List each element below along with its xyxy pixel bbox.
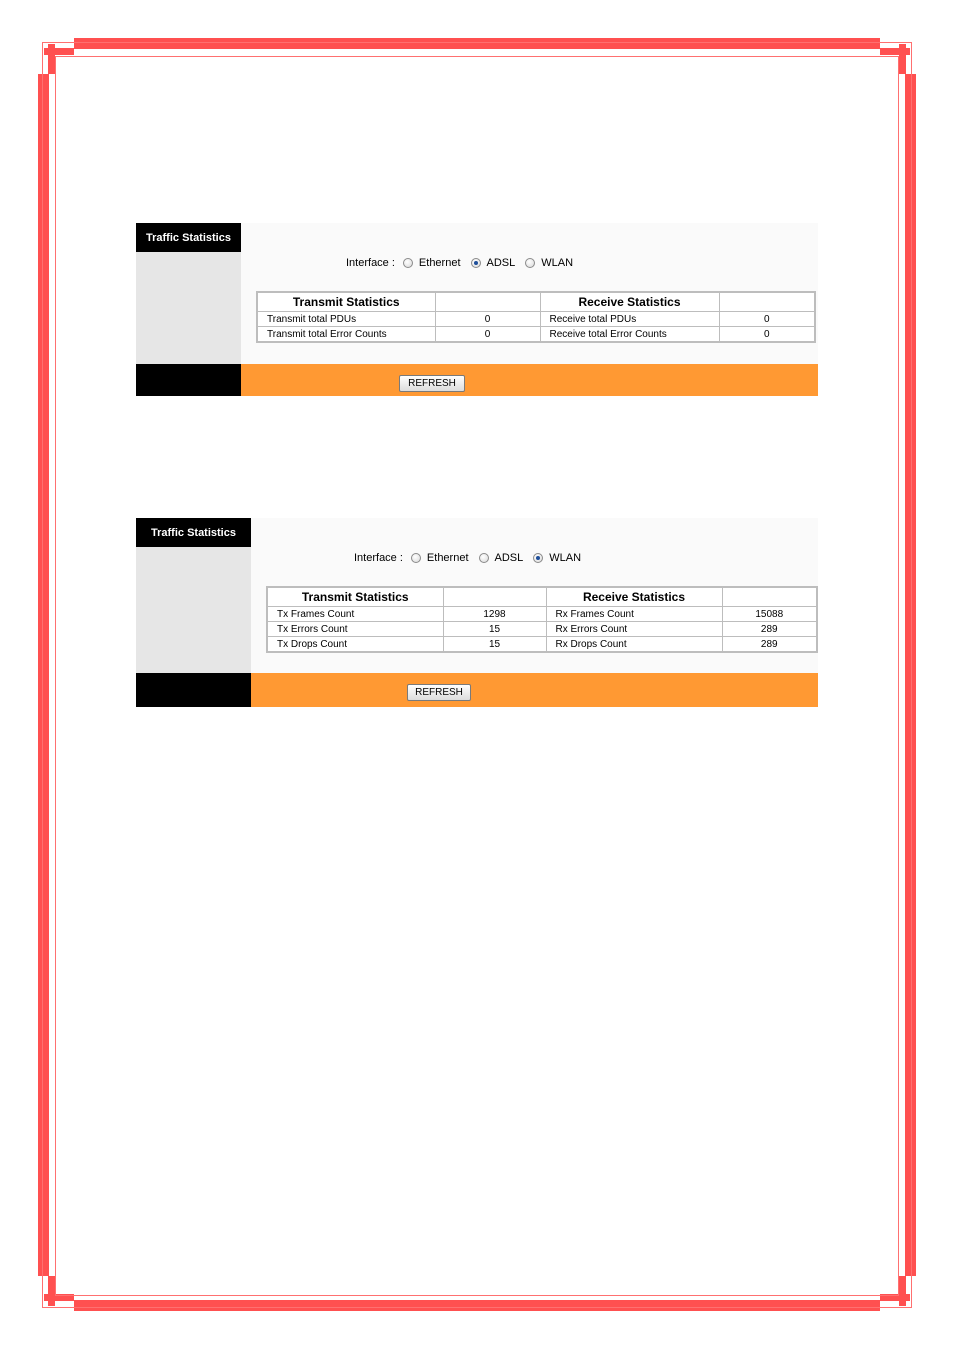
tx-label: Tx Drops Count (267, 637, 443, 653)
rx-value: 0 (719, 327, 815, 343)
transmit-statistics-header: Transmit Statistics (267, 587, 443, 607)
refresh-button[interactable]: REFRESH (407, 684, 471, 701)
tx-label: Tx Frames Count (267, 607, 443, 622)
radio-ethernet[interactable] (403, 258, 413, 268)
table-row (267, 622, 817, 637)
tx-label: Transmit total Error Counts (257, 327, 435, 343)
radio-wlan-label[interactable]: WLAN (541, 257, 574, 269)
tx-value: 15 (443, 637, 546, 653)
table-row (267, 637, 817, 653)
transmit-statistics-header: Transmit Statistics (257, 292, 435, 312)
rx-value: 289 (722, 637, 817, 653)
rx-value: 0 (719, 312, 815, 327)
footer-bar (251, 673, 818, 707)
tx-value: 15 (443, 622, 546, 637)
radio-adsl[interactable] (471, 258, 481, 268)
radio-adsl-label[interactable]: ADSL (486, 257, 516, 269)
transmit-value-header (443, 587, 546, 607)
table-header-row (257, 292, 815, 312)
tx-value: 1298 (443, 607, 546, 622)
tx-value: 0 (435, 327, 540, 343)
interface-label: Interface : (346, 257, 395, 269)
refresh-button[interactable]: REFRESH (399, 375, 465, 392)
radio-wlan-label[interactable]: WLAN (549, 552, 582, 564)
rx-value: 289 (722, 622, 817, 637)
radio-adsl-label[interactable]: ADSL (494, 552, 524, 564)
rx-label: Receive total PDUs (540, 312, 719, 327)
radio-wlan[interactable] (525, 258, 535, 268)
radio-adsl[interactable] (479, 553, 489, 563)
sidebar (136, 252, 241, 364)
receive-statistics-header: Receive Statistics (546, 587, 722, 607)
receive-statistics-header: Receive Statistics (540, 292, 719, 312)
tx-value: 0 (435, 312, 540, 327)
footer-bar (241, 364, 818, 396)
rx-label: Receive total Error Counts (540, 327, 719, 343)
panel-title: Traffic Statistics (136, 223, 241, 252)
table-header-row (267, 587, 817, 607)
interface-selector (346, 257, 583, 269)
receive-value-header (722, 587, 817, 607)
tx-label: Transmit total PDUs (257, 312, 435, 327)
panel-title: Traffic Statistics (136, 518, 251, 547)
sidebar (136, 547, 251, 673)
rx-label: Rx Errors Count (546, 622, 722, 637)
statistics-table (256, 291, 816, 343)
rx-value: 15088 (722, 607, 817, 622)
interface-label: Interface : (354, 552, 403, 564)
table-row (257, 327, 815, 343)
radio-wlan[interactable] (533, 553, 543, 563)
interface-selector (354, 552, 591, 564)
table-row (267, 607, 817, 622)
radio-ethernet-label[interactable]: Ethernet (426, 552, 469, 564)
footer-left-block (136, 673, 251, 707)
radio-ethernet-label[interactable]: Ethernet (418, 257, 461, 269)
traffic-statistics-panel-wlan (136, 518, 818, 707)
rx-label: Rx Drops Count (546, 637, 722, 653)
table-row (257, 312, 815, 327)
footer-left-block (136, 364, 241, 396)
radio-ethernet[interactable] (411, 553, 421, 563)
receive-value-header (719, 292, 815, 312)
transmit-value-header (435, 292, 540, 312)
traffic-statistics-panel-adsl (136, 223, 818, 396)
rx-label: Rx Frames Count (546, 607, 722, 622)
tx-label: Tx Errors Count (267, 622, 443, 637)
statistics-table (266, 586, 818, 653)
